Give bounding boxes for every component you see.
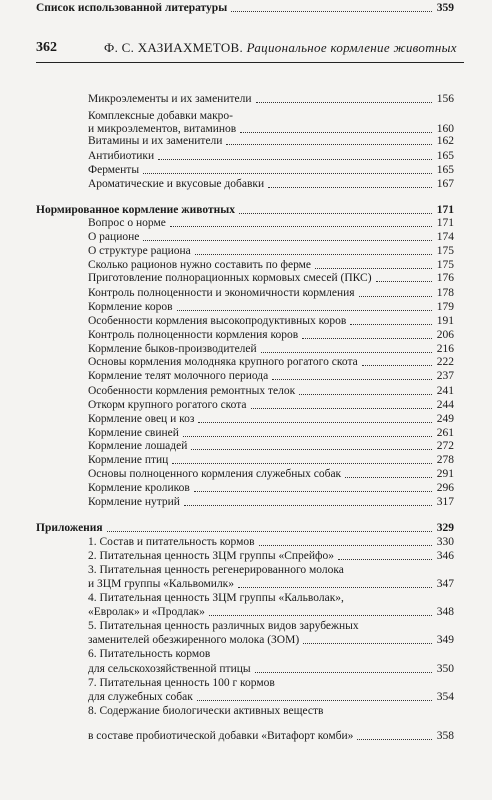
toc-page-number: 165 [436, 164, 454, 176]
toc-page-number: 272 [436, 440, 454, 452]
toc-page-number: 358 [436, 730, 454, 742]
toc-entry-title: 1. Состав и питательность кормов [88, 536, 255, 548]
toc-entry-title: Кормление свиней [88, 427, 179, 439]
toc-page-number: 171 [436, 217, 454, 229]
toc-dot-leader [259, 545, 432, 546]
toc-page-number: 346 [436, 550, 454, 562]
toc-entry [88, 703, 454, 719]
toc-dot-leader [194, 491, 432, 492]
toc-page-number: 176 [436, 272, 454, 284]
book-title: Рациональное кормление животных [246, 40, 457, 55]
toc-page-number: 291 [436, 468, 454, 480]
header-author [104, 40, 457, 56]
toc-page-number: 206 [436, 329, 454, 341]
toc-dot-leader [376, 281, 432, 282]
toc-dot-leader [195, 254, 432, 255]
toc-dot-leader [197, 700, 432, 701]
toc-entry-title: Микроэлементы и их заменители [88, 93, 252, 105]
toc-dot-leader [272, 379, 432, 380]
toc-entry-title: Приготовление полнорационных кормовых смесей (ПКС) [88, 272, 372, 284]
toc-dot-leader [238, 587, 432, 588]
toc-page-number: 317 [436, 496, 454, 508]
toc-entry-title: Кормление быков-производителей [88, 343, 257, 355]
toc-entry [88, 91, 454, 107]
toc-entry-title: Приложения [36, 522, 103, 534]
toc-dot-leader [143, 173, 432, 174]
toc-page-number: 162 [436, 135, 454, 147]
toc-dot-leader [231, 11, 432, 12]
toc-dot-leader [209, 615, 432, 616]
toc-dot-leader [362, 365, 432, 366]
toc-entry-title: Кормление птиц [88, 454, 169, 466]
toc-entry-title: 4. Питательная ценность ЗЦМ группы «Кальволак», [88, 592, 344, 604]
toc-dot-leader [268, 187, 432, 188]
toc-entry-title: Список использованной литературы [36, 2, 228, 14]
toc-entry-title: Основы полноценного кормления служебных собак [88, 468, 342, 480]
toc-entry [88, 494, 454, 510]
toc-entry-title: для сельскохозяйственной птицы [88, 663, 251, 675]
toc-dot-leader [183, 436, 432, 437]
toc-dot-leader [226, 144, 432, 145]
toc-entry-title: Нормированное кормление животных [36, 204, 235, 216]
toc-page-number: 165 [436, 150, 454, 162]
toc-page-number: 237 [436, 370, 454, 382]
toc-entry-title: Вопрос о норме [88, 217, 166, 229]
toc-entry-title: О рационе [88, 231, 140, 243]
toc-entry [88, 176, 454, 192]
toc-page-number: 171 [436, 204, 454, 216]
toc-entry-title: Витамины и их заменители [88, 135, 223, 147]
toc-page-number: 261 [436, 427, 454, 439]
toc-dot-leader [357, 739, 432, 740]
toc-dot-leader [338, 559, 432, 560]
toc-page-number: 350 [436, 663, 454, 675]
toc-page-number: 244 [436, 399, 454, 411]
running-header [36, 38, 460, 56]
toc-dot-leader [170, 226, 432, 227]
toc-entry-title: «Евролак» и «Продлак» [88, 606, 205, 618]
toc-entry-title: Ароматические и вкусовые добавки [88, 178, 265, 190]
toc-dot-leader [177, 310, 432, 311]
toc-page-number: 175 [436, 259, 454, 271]
toc-page-number: 222 [436, 356, 454, 368]
toc-entry [88, 368, 454, 384]
toc-entry-title: 2. Питательная ценность ЗЦМ группы «Спрейфо» [88, 550, 334, 562]
toc-entry-title: 8. Содержание биологически активных веществ [88, 705, 324, 717]
toc-page-number: 179 [436, 301, 454, 313]
toc-entry [88, 270, 454, 286]
toc-page-number: 347 [436, 578, 454, 590]
toc-dot-leader [184, 505, 432, 506]
toc-entry-title: заменителей обезжиренного молока (ЗОМ) [88, 634, 300, 646]
toc-page-number: 329 [436, 522, 454, 534]
toc-entry-title: Откорм крупного рогатого скота [88, 399, 247, 411]
toc-entry-title: Сколько рационов нужно составить по ферме [88, 259, 312, 271]
toc-page-number: 330 [436, 536, 454, 548]
toc-dot-leader [345, 477, 432, 478]
toc-entry-title: Особенности кормления высокопродуктивных коров [88, 315, 347, 327]
toc-page-number: 349 [436, 634, 454, 646]
toc-entry-title: Кормление нутрий [88, 496, 180, 508]
toc-section [36, 0, 454, 16]
toc-page-number: 216 [436, 343, 454, 355]
toc-page-number: 249 [436, 413, 454, 425]
toc-page-number: 241 [436, 385, 454, 397]
toc-entry-title: Основы кормления молодняка крупного рогатого скота [88, 356, 358, 368]
toc-page-number: 178 [436, 287, 454, 299]
toc-entry-title: О структуре рациона [88, 245, 191, 257]
toc-page-number: 175 [436, 245, 454, 257]
toc-entry-title: 3. Питательная ценность регенерированного молока [88, 564, 344, 576]
toc-dot-leader [172, 463, 432, 464]
toc-entry [88, 646, 454, 662]
toc-dot-leader [315, 268, 432, 269]
toc-entry-title: Контроль полноценности и экономичности кормления [88, 287, 355, 299]
toc-page-number: 348 [436, 606, 454, 618]
toc-page-number: 359 [436, 2, 454, 14]
toc-dot-leader [143, 240, 432, 241]
header-rule [36, 62, 464, 63]
toc-entry-title: 7. Питательная ценность 100 г кормов [88, 677, 275, 689]
toc-entry-title: Комплексные добавки макро- [88, 110, 233, 122]
toc-dot-leader [107, 531, 432, 532]
toc-dot-leader [303, 643, 432, 644]
toc-entry [88, 728, 454, 744]
toc-page-number: 354 [436, 691, 454, 703]
toc-dot-leader [255, 672, 432, 673]
toc-dot-leader [256, 102, 432, 103]
toc-entry-title: Кормление кроликов [88, 482, 190, 494]
toc-entry-title: в составе пробиотической добавки «Витафорт комби» [88, 730, 354, 742]
toc-page-number: 167 [436, 178, 454, 190]
toc-entry-title: для служебных собак [88, 691, 193, 703]
toc-dot-leader [158, 159, 432, 160]
toc-page-number: 191 [436, 315, 454, 327]
toc-entry-title: Кормление телят молочного периода [88, 370, 269, 382]
toc-page-number: 160 [436, 123, 454, 135]
toc-entry [88, 133, 454, 149]
toc-dot-leader [302, 338, 432, 339]
toc-entry-title: и микроэлементов, витаминов [88, 123, 237, 135]
toc-dot-leader [239, 213, 432, 214]
toc-page-number: 156 [436, 93, 454, 105]
toc-entry-title: 6. Питательность кормов [88, 648, 211, 660]
toc-entry-title: Кормление овец и коз [88, 413, 195, 425]
toc-entry-title: Контроль полноценности кормления коров [88, 329, 299, 341]
toc-dot-leader [198, 422, 432, 423]
toc-entry-title: Ферменты [88, 164, 140, 176]
toc-dot-leader [359, 296, 432, 297]
toc-dot-leader [299, 394, 432, 395]
toc-entry-title: и ЗЦМ группы «Кальвомилк» [88, 578, 235, 590]
toc-dot-leader [191, 449, 432, 450]
page-number: 362 [36, 40, 57, 55]
toc-page-number: 278 [436, 454, 454, 466]
author-name: Ф. С. ХАЗИАХМЕТОВ. [104, 40, 244, 55]
toc-page-number: 174 [436, 231, 454, 243]
toc-page-number: 296 [436, 482, 454, 494]
toc-dot-leader [350, 324, 432, 325]
toc-entry-title: 5. Питательная ценность различных видов зарубежных [88, 620, 359, 632]
toc-entry-title: Кормление лошадей [88, 440, 188, 452]
toc-entry-title: Особенности кормления ремонтных телок [88, 385, 296, 397]
toc-entry-title: Кормление коров [88, 301, 173, 313]
toc-entry-title: Антибиотики [88, 150, 155, 162]
toc-dot-leader [261, 352, 432, 353]
toc-dot-leader [251, 408, 432, 409]
